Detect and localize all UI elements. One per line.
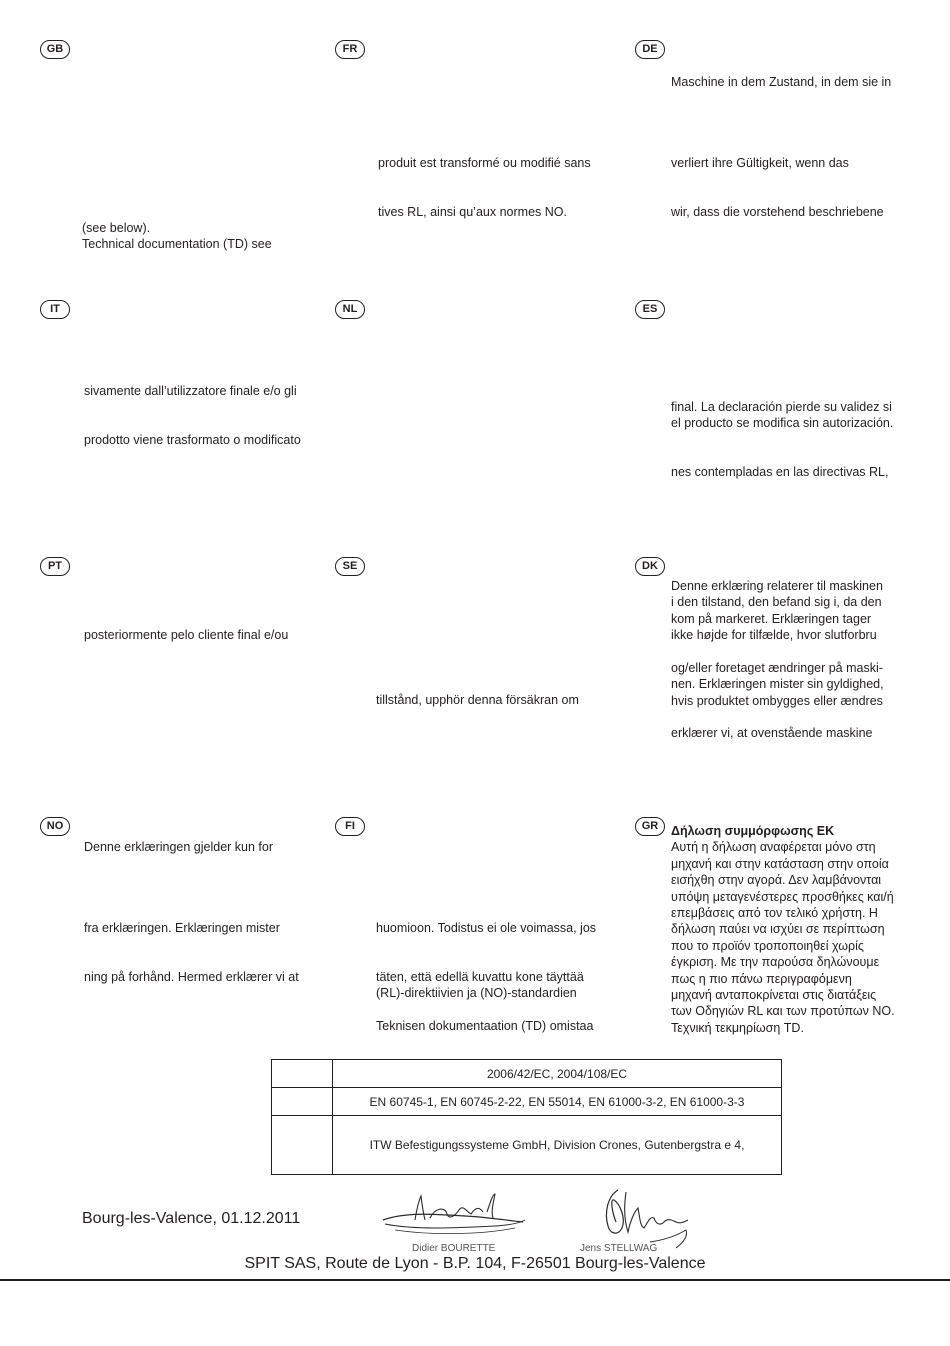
section-de-text (671, 74, 891, 90)
specification-table (271, 1059, 782, 1175)
dk-line: i den tilstand, den befand sig i, da den (671, 595, 882, 610)
gr-line: επεμβάσεις από τον τελικό χρήστη. Η (671, 906, 878, 921)
table-key-cell (272, 1116, 333, 1175)
de-line: wir, dass die vorstehend beschriebene (671, 205, 884, 219)
gb-line: Technical documentation (TD) see (82, 237, 272, 252)
fr-line: tives RL, ainsi qu’aux normes NO. (378, 205, 567, 219)
gr-line: μηχανή και στην κατάσταση στην οποία (671, 856, 889, 871)
es-line: nes contempladas en las directivas RL, (671, 465, 889, 479)
section-dk-text (671, 725, 872, 741)
no-line: fra erklæringen. Erklæringen mister (84, 921, 280, 935)
standards-cell: EN 60745-1, EN 60745-2-22, EN 55014, EN 61000-3-2, EN 61000-3-3 (333, 1088, 782, 1116)
es-line: el producto se modifica sin autorización. (671, 416, 894, 431)
it-line: prodotto viene trasformato o modificato (84, 433, 301, 447)
badge-pt: PT (40, 557, 70, 576)
dk-line: og/eller foretaget ændringer på maski- (671, 661, 883, 675)
gr-line: Τεχνική τεκμηρίωση TD. (671, 1020, 804, 1035)
dk-line: Denne erklæring relaterer til maskinen (671, 579, 883, 593)
section-dk-text (671, 578, 883, 644)
signature-bourette (375, 1190, 535, 1240)
badge-it: IT (40, 300, 70, 319)
badge-no: NO (40, 817, 70, 836)
signatory-name: Didier BOURETTE (412, 1243, 496, 1254)
company-address-footer: SPIT SAS, Route de Lyon - B.P. 104, F-26501 Bourg-les-Valence (244, 1255, 706, 1272)
gr-line: υπόψη μεταγενέστερες προσθήκες και/ή (671, 889, 894, 904)
section-it-text (84, 383, 297, 399)
section-es-text (671, 464, 888, 480)
fi-line: Teknisen dokumentaation (TD) omistaa (376, 1019, 594, 1033)
dk-line: nen. Erklæringen mister sin gyldighed, (671, 677, 884, 692)
section-fr-text (378, 155, 591, 171)
section-fi-text (376, 1018, 593, 1034)
fi-line: huomioon. Todistus ei ole voimassa, jos (376, 921, 597, 935)
dk-line: ikke højde for tilfælde, hvor slutforbru (671, 628, 877, 643)
gr-line: εισήχθη στην αγορά. Δεν λαμβάνονται (671, 873, 882, 888)
section-gb-text (82, 220, 272, 253)
gr-line: δήλωση παύει να ισχύει σε περίπτωση (671, 922, 885, 937)
documentation-holder-cell: ITW Befestigungssysteme GmbH, Division Crones, Gutenbergstra e 4, (333, 1116, 782, 1175)
directives-cell: 2006/42/EC, 2004/108/EC (333, 1060, 782, 1088)
dk-line: hvis produktet ombygges eller ændres (671, 693, 883, 708)
place-date: Bourg-les-Valence, 01.12.2011 (82, 1210, 301, 1227)
no-line: ning på forhånd. Hermed erklærer vi at (84, 970, 299, 984)
gr-line: των Οδηγιών RL και των προτύπων NO. (671, 1004, 895, 1019)
de-line: Maschine in dem Zustand, in dem sie in (671, 75, 892, 89)
gr-line: που το προϊόν τροποποιηθεί χωρίς (671, 938, 864, 953)
gr-line: μηχανή ανταποκρίνεται στις διατάξεις (671, 988, 877, 1003)
dk-line: kom på markeret. Erklæringen tager (671, 611, 872, 626)
section-dk-text (671, 660, 884, 709)
signatory-name: Jens STELLWAG (580, 1243, 658, 1254)
badge-dk: DK (635, 557, 665, 576)
gr-line: έγκριση. Με την παρούσα δηλώνουμε (671, 955, 880, 970)
gr-line: Αυτή η δήλωση αναφέρεται μόνο στη (671, 840, 876, 855)
section-no-text (84, 969, 299, 985)
badge-se: SE (335, 557, 365, 576)
table-key-cell (272, 1088, 333, 1116)
gr-title: Δήλωση συμμόρφωσης ΕΚ (671, 824, 835, 838)
table-row (272, 1060, 782, 1088)
dk-line: erklærer vi, at ovenstående maskine (671, 726, 873, 740)
table-row (272, 1088, 782, 1116)
table-key-cell (272, 1060, 333, 1088)
footer-divider (0, 1279, 950, 1281)
section-fr-text (378, 204, 567, 220)
table-row (272, 1116, 782, 1175)
section-es-text (671, 399, 893, 432)
badge-gr: GR (635, 817, 665, 836)
es-line: final. La declaración pierde su validez si (671, 400, 892, 414)
gb-line: (see below). (82, 221, 151, 235)
section-it-text (84, 432, 301, 448)
section-no-text (84, 839, 273, 855)
section-pt-text (84, 627, 288, 643)
fr-line: produit est transformé ou modifié sans (378, 156, 591, 170)
section-de-text (671, 204, 884, 220)
se-line: tillstånd, upphör denna försäkran om (376, 693, 579, 707)
section-no-text (84, 920, 280, 936)
badge-gb: GB (40, 40, 70, 59)
no-line: Denne erklæringen gjelder kun for (84, 840, 273, 854)
section-fi-text (376, 920, 596, 936)
gr-line: πως η πιο πάνω περιγραφόμενη (671, 971, 852, 986)
badge-fi: FI (335, 817, 365, 836)
fi-line: (RL)-direktiivien ja (NO)-standardien (376, 986, 577, 1001)
fi-line: täten, että edellä kuvattu kone täyttää (376, 970, 584, 984)
section-fi-text (376, 969, 584, 1002)
pt-line: posteriormente pelo cliente final e/ou (84, 628, 289, 642)
badge-es: ES (635, 300, 665, 319)
de-line: verliert ihre Gültigkeit, wenn das (671, 156, 849, 170)
badge-nl: NL (335, 300, 365, 319)
section-de-text (671, 155, 849, 171)
section-gr-text (671, 823, 895, 1036)
section-se-text (376, 692, 579, 708)
badge-de: DE (635, 40, 665, 59)
badge-fr: FR (335, 40, 365, 59)
it-line: sivamente dall’utilizzatore finale e/o gli (84, 384, 297, 398)
